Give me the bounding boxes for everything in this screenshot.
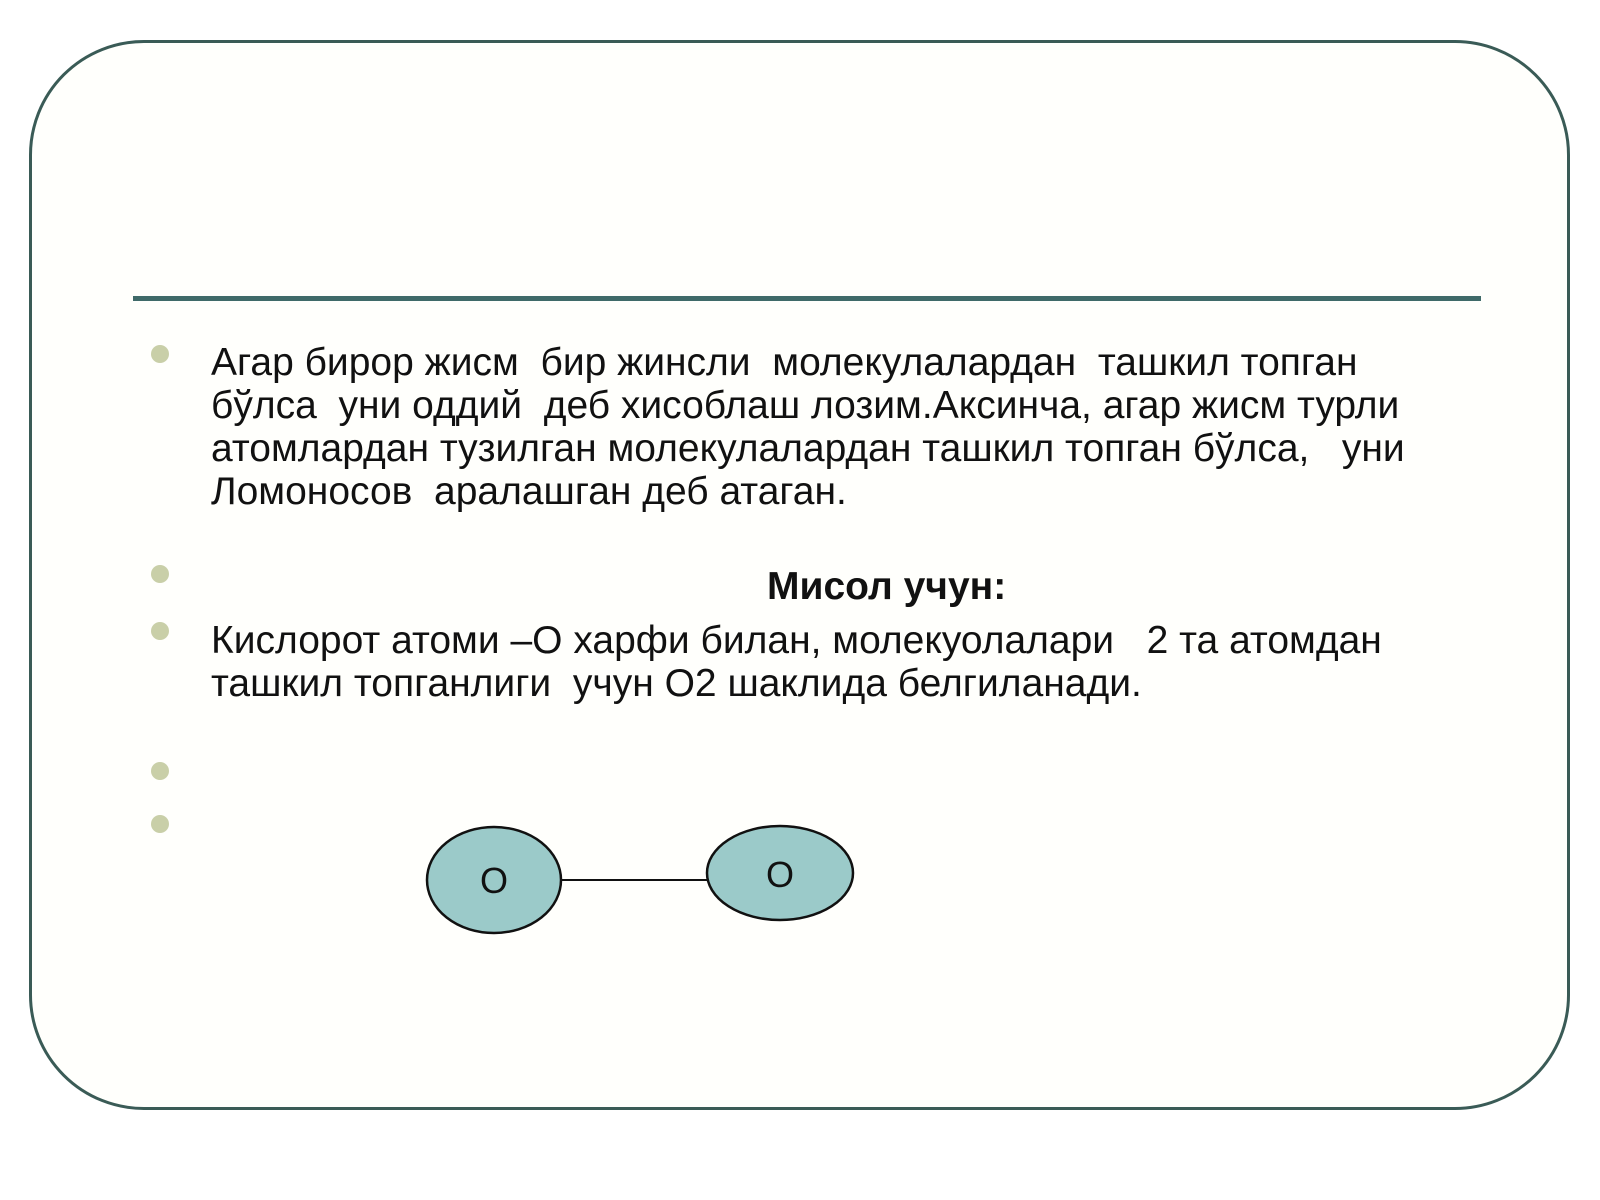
bullet-icon — [151, 815, 169, 833]
example-heading: Мисол учун: — [767, 565, 1007, 608]
atom-right-label: O — [765, 854, 795, 895]
bullet-icon — [151, 762, 169, 780]
bullet-icon — [151, 622, 169, 640]
paragraph-oxygen-molecule: Кислорот атоми –О харфи билан, молекуолалари 2 та атомдан ташкил топганлиги учун О2 шаклида белгиланади. — [211, 619, 1404, 705]
title-divider — [133, 296, 1481, 301]
bullet-icon — [151, 345, 169, 363]
bullet-icon — [151, 565, 169, 583]
atom-left-label: O — [479, 860, 509, 901]
paragraph-simple-and-mixed-substances: Агар бирор жисм бир жинсли молекулалардан ташкил топган бўлса уни оддий деб хисоблаш лозим.Аксинча, агар жисм турли атомлардан тузилган молекулалардан ташкил топган бўлса, уни Ломоносов аралашган деб атаган. — [211, 341, 1421, 513]
oxygen-molecule-diagram — [400, 800, 880, 950]
